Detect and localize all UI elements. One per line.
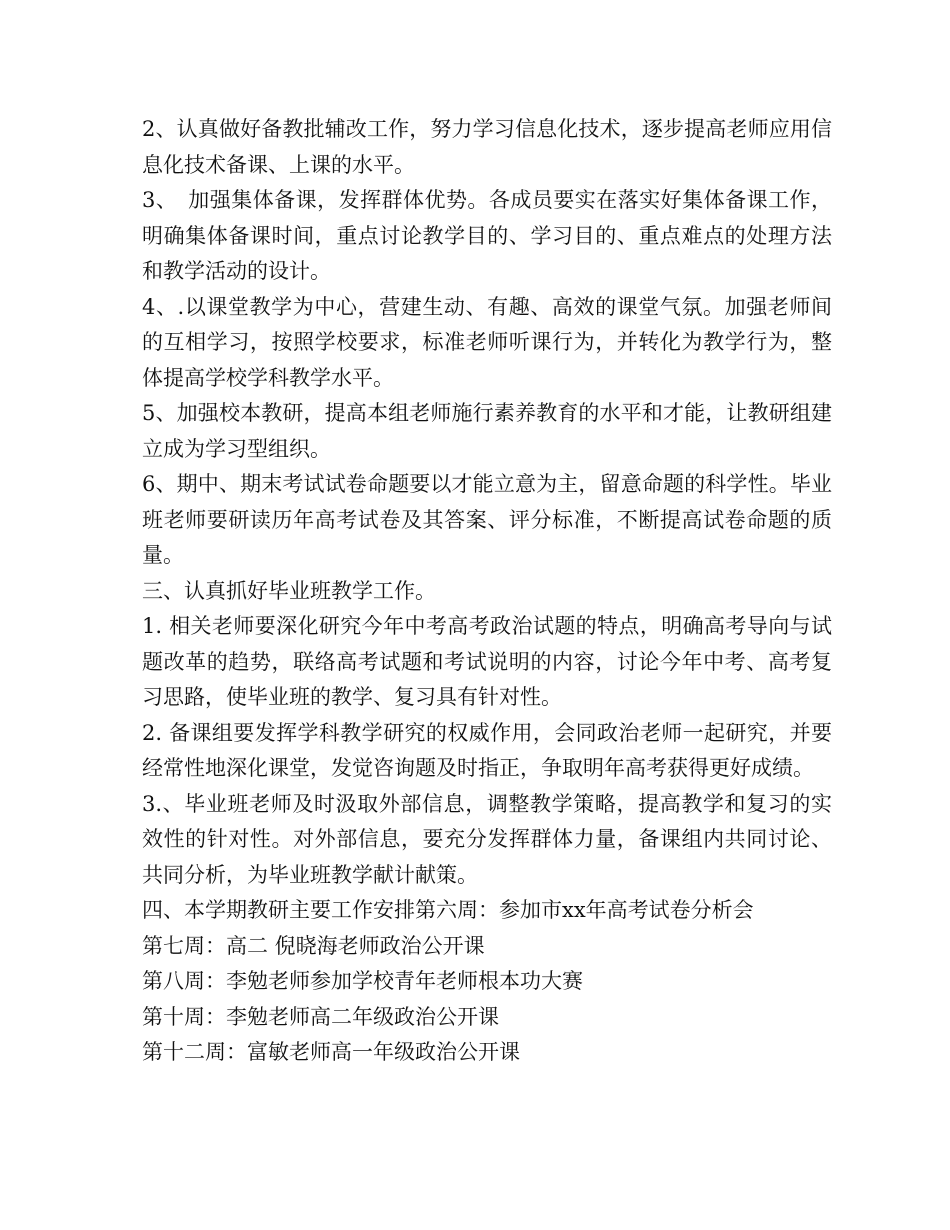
paragraph-exam-study: 1. 相关老师要深化研究今年中考高考政治试题的特点，明确高考导向与试题改革的趋势，联络高考试题和考试说明的内容，讨论今年中考、高考复习思路，使毕业班的教学、复习具有针对性。 [142, 614, 832, 709]
schedule-week-6: 四、本学期教研主要工作安排第六周：参加市xx年高考试卷分析会 [142, 898, 754, 922]
paragraph-exam-design: 6、期中、期末考试试卷命题要以才能立意为主，留意命题的科学性。毕业班老师要研读历年高考试卷及其答案、评分标准，不断提高试卷命题的质量。 [142, 472, 832, 567]
schedule-week-7: 第七周：高二 倪晓海老师政治公开课 [142, 933, 485, 958]
schedule-week-8: 第八周：李勉老师参加学校青年老师根本功大赛 [142, 969, 583, 993]
paragraph-school-research: 5、加强校本教研，提高本组老师施行素养教育的水平和才能，让教研组建立成为学习型组织。 [142, 401, 832, 461]
schedule-week-10: 第十周：李勉老师高二年级政治公开课 [142, 1004, 499, 1029]
paragraph-collective-prep: 3、 加强集体备课，发挥群体优势。各成员要实在落实好集体备课工作，明确集体备课时间，重点讨论教学目的、学习目的、重点难点的处理方法和教学活动的设计。 [142, 188, 832, 283]
document-page [142, 112, 832, 1071]
paragraph-classroom-teaching: 4、.以课堂教学为中心，营建生动、有趣、高效的课堂气氛。加强老师间的互相学习，按照学校要求，标准老师听课行为，并转化为教学行为，整体提高学校学科教学水平。 [142, 294, 832, 390]
paragraph-prep-group: 2. 备课组要发挥学科教学研究的权威作用，会同政治老师一起研究，并要经常性地深化课堂，发觉咨询题及时指正，争取明年高考获得更好成绩。 [142, 720, 832, 780]
paragraph-external-info: 3.、毕业班老师及时汲取外部信息，调整教学策略，提高教学和复习的实效性的针对性。对外部信息，要充分发挥群体力量，备课组内共同讨论、共同分析，为毕业班教学献计献策。 [142, 791, 832, 887]
schedule-week-12: 第十二周：富敏老师高一年级政治公开课 [142, 1040, 520, 1064]
paragraph-prep-work: 2、认真做好备教批辅改工作，努力学习信息化技术，逐步提高老师应用信息化技术备课、上课的水平。 [142, 117, 832, 177]
section-heading-graduating-class: 三、认真抓好毕业班教学工作。 [142, 578, 436, 603]
